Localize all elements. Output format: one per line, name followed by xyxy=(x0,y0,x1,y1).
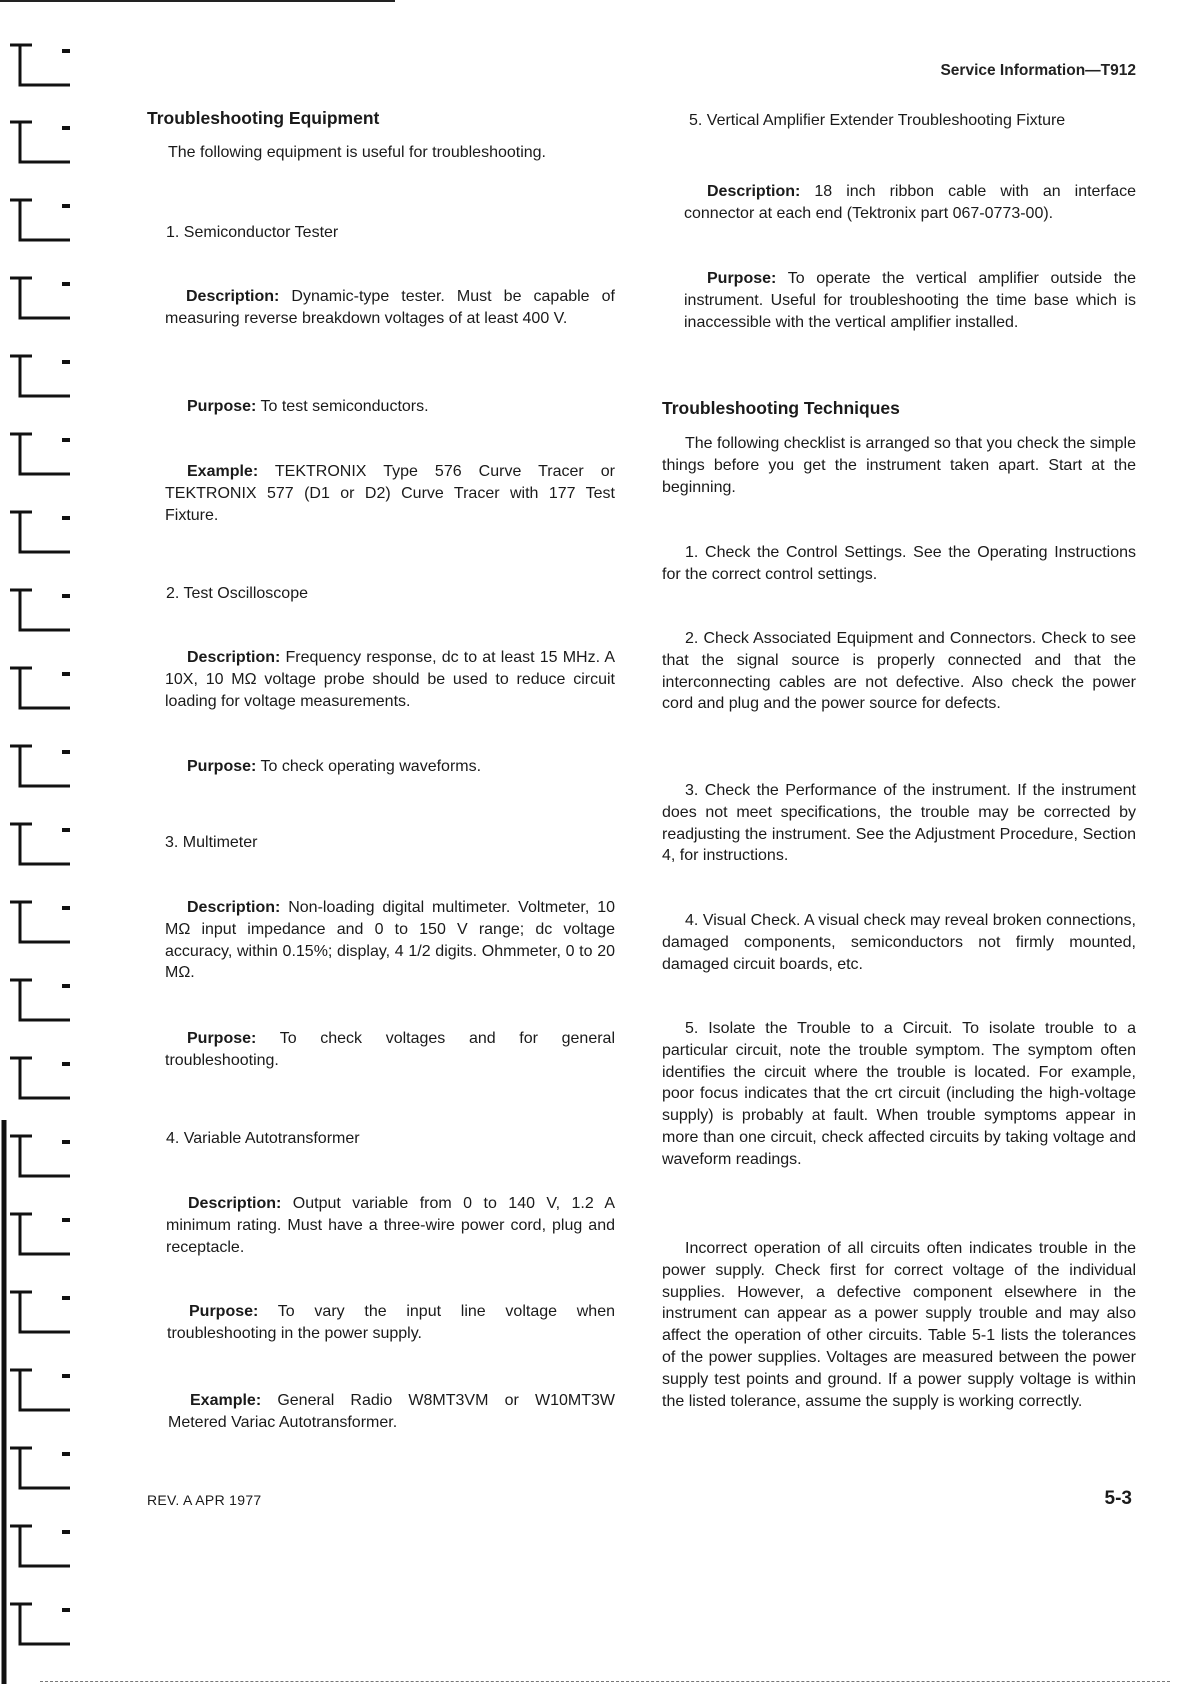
binding-edge-marks xyxy=(0,0,90,1684)
item-1-description: Description: Dynamic-type tester. Must be capable of measuring reverse breakdown voltages of at least 400 V. xyxy=(165,288,615,327)
binding-mark xyxy=(10,122,70,162)
binding-mark xyxy=(10,668,70,708)
item-1-example: Example: TEKTRONIX Type 576 Curve Tracer or TEKTRONIX 577 (D1 or D2) Curve Tracer with 177 Test Fixture. xyxy=(165,463,615,524)
checklist-step-5: 5. Isolate the Trouble to a Circuit. To isolate trouble to a particular circuit, note the trouble symptom. The symptom often identifies the circuit where the trouble is located. For example, poor focus indicates that the crt circuit (including the high-voltage supply) is probably at fault. When trouble symptoms appear in more than one circuit, check affected circuits by taking voltage and waveform readings. xyxy=(662,1020,1136,1168)
binding-mark xyxy=(10,1448,70,1488)
item-1-purpose: Purpose: To test semiconductors. xyxy=(187,398,429,415)
binding-mark xyxy=(10,278,70,318)
item-title-5: 5. Vertical Amplifier Extender Troubleshooting Fixture xyxy=(689,112,1066,129)
running-head: Service Information—T912 xyxy=(940,62,1136,79)
binding-mark xyxy=(10,590,70,630)
item-3-description: Description: Non-loading digital multimeter. Voltmeter, 10 MΩ input impedance and 0 to 150 V range; dc voltage accuracy, within 0.15%; display, 4 1/2 digits. Ohmmeter, 0 to 20 MΩ. xyxy=(165,899,615,982)
item-3-purpose: Purpose: To check voltages and for general troubleshooting. xyxy=(165,1030,615,1069)
checklist-step-3: 3. Check the Performance of the instrument. If the instrument does not meet specifications, the trouble may be corrected by readjusting the instrument. See the Adjustment Procedure, Section 4, for instructions. xyxy=(662,782,1136,865)
section-heading-equipment: Troubleshooting Equipment xyxy=(147,108,380,128)
checklist-step-2: 2. Check Associated Equipment and Connectors. Check to see that the signal source is properly connected and that the interconnecting cables are not defective. Also check the power cord and plug and the power source for defects. xyxy=(662,630,1136,713)
item-title-3: 3. Multimeter xyxy=(165,834,258,851)
binding-mark xyxy=(10,1604,70,1644)
binding-mark xyxy=(10,356,70,396)
item-title-1: 1. Semiconductor Tester xyxy=(166,224,339,241)
revision-date: REV. A APR 1977 xyxy=(147,1492,262,1508)
item-4-description: Description: Output variable from 0 to 140 V, 1.2 A minimum rating. Must have a three-wire power cord, plug and receptacle. xyxy=(166,1195,615,1256)
binding-mark xyxy=(10,1370,70,1410)
checklist-step-4: 4. Visual Check. A visual check may reveal broken connections, damaged components, semiconductors not firmly mounted, damaged circuit boards, etc. xyxy=(662,912,1136,973)
techniques-intro: The following checklist is arranged so that you check the simple things before you get the instrument taken apart. Start at the beginning. xyxy=(662,435,1136,496)
binding-mark xyxy=(10,45,70,85)
binding-mark xyxy=(10,200,70,240)
binding-mark xyxy=(10,512,70,552)
page-number: 5-3 xyxy=(1104,1488,1132,1509)
item-4-purpose: Purpose: To vary the input line voltage when troubleshooting in the power supply. xyxy=(167,1303,615,1342)
left-column xyxy=(147,0,615,1684)
binding-mark xyxy=(10,1526,70,1566)
binding-mark xyxy=(10,434,70,474)
binding-mark xyxy=(10,746,70,786)
binding-mark xyxy=(10,1292,70,1332)
item-5-purpose: Purpose: To operate the vertical amplifier outside the instrument. Useful for troubleshooting the time base which is inaccessible with the vertical amplifier installed. xyxy=(684,270,1136,331)
binding-mark xyxy=(10,980,70,1020)
binding-mark xyxy=(10,824,70,864)
binding-mark xyxy=(10,1214,70,1254)
binding-mark xyxy=(10,1136,70,1176)
binding-mark xyxy=(10,902,70,942)
binding-mark xyxy=(10,1058,70,1098)
item-2-purpose: Purpose: To check operating waveforms. xyxy=(187,758,482,775)
item-2-description: Description: Frequency response, dc to at least 15 MHz. A 10X, 10 MΩ voltage probe should be used to reduce circuit loading for voltage measurements. xyxy=(165,649,615,710)
item-4-example: Example: General Radio W8MT3VM or W10MT3W Metered Variac Autotransformer. xyxy=(168,1392,615,1431)
section-heading-techniques: Troubleshooting Techniques xyxy=(662,398,900,418)
checklist-step-1: 1. Check the Control Settings. See the Operating Instructions for the correct control settings. xyxy=(662,544,1136,583)
item-title-4: 4. Variable Autotransformer xyxy=(166,1130,360,1147)
right-column xyxy=(662,0,1136,1684)
power-supply-paragraph: Incorrect operation of all circuits often indicates trouble in the power supply. Check first for correct voltage of the individual supplies. However, a defective component elsewhere in the instrument can appear as a power supply trouble and may also affect the operation of other circuits. Table 5-1 lists the tolerances of the power supplies. Voltages are measured between the power supply test points and ground. If a power supply voltage is within the listed tolerance, assume the supply is working correctly. xyxy=(662,1240,1136,1410)
equipment-intro: The following equipment is useful for troubleshooting. xyxy=(168,144,546,161)
item-5-description: Description: 18 inch ribbon cable with an interface connector at each end (Tektronix part 067-0773-00). xyxy=(684,183,1136,222)
item-title-2: 2. Test Oscilloscope xyxy=(166,585,308,602)
